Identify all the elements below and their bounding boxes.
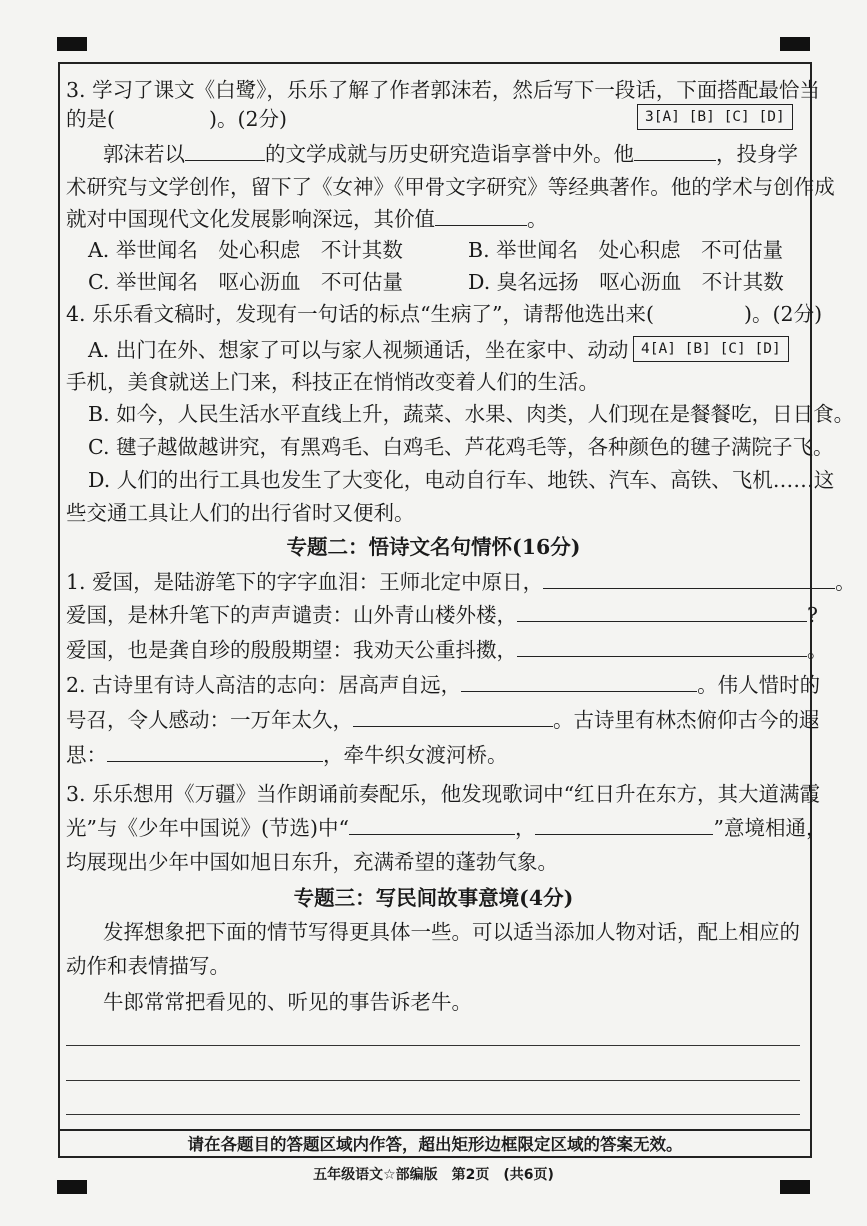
q3-answer-box[interactable]: 3[A] [B] [C] [D]: [637, 104, 793, 130]
s2-q3-blank-1[interactable]: [349, 816, 515, 835]
q4-option-a-line2: 手机，美食就送上门来，科技正在悄悄改变着人们的生活。: [66, 370, 599, 394]
q4-option-b[interactable]: B. 如今，人民生活水平直线上升，蔬菜、水果、肉类，人们现在是餐餐吃，日日食。: [88, 402, 855, 426]
answer-area-notice: 请在各题目的答题区域内作答，超出矩形边框限定区域的答案无效。: [58, 1129, 812, 1158]
s2-q1-line2: 爱国，是林升笔下的声声谴责：山外青山楼外楼， ?: [66, 603, 818, 627]
section2-title: 专题二：悟诗文名句情怀(16分): [286, 535, 581, 559]
s2-q2-blank-3[interactable]: [107, 743, 323, 762]
s2-q2-line2: 号召，令人感动：一万年太久， 。古诗里有林杰俯仰古今的遐: [66, 708, 820, 732]
q3-passage-line2: 术研究与文学创作，留下了《女神》《甲骨文字研究》等经典著作。他的学术与创作成: [66, 175, 835, 199]
q4-stem: 4. 乐乐看文稿时，发现有一句话的标点“生病了”，请帮他选出来( )。(2分): [66, 302, 823, 326]
s2-q3-blank-2[interactable]: [535, 816, 713, 835]
s2-q2-line1: 2. 古诗里有诗人高洁的志向：居高声自远， 。伟人惜时的: [66, 673, 821, 697]
s2-q2-blank-2[interactable]: [353, 708, 553, 727]
s2-q2-blank-1[interactable]: [461, 673, 697, 692]
q3-option-a[interactable]: A. 举世闻名 处心积虑 不计其数: [88, 238, 403, 262]
q3-stem-line2: 的是( )。(2分): [66, 107, 288, 131]
q4-option-c[interactable]: C. 毽子越做越讲究，有黑鸡毛、白鸡毛、芦花鸡毛等，各种颜色的毽子满院子飞。: [88, 435, 834, 459]
q4-option-a-line1[interactable]: A. 出门在外、想家了可以与家人视频通话，坐在家中、动动: [88, 338, 629, 362]
writing-line-2[interactable]: [66, 1080, 800, 1081]
q4-answer-box[interactable]: 4[A] [B] [C] [D]: [633, 336, 789, 362]
q3-option-d[interactable]: D. 臭名远扬 呕心沥血 不计其数: [468, 270, 784, 294]
s3-prompt-sentence: 牛郎常常把看见的、听见的事告诉老牛。: [103, 990, 472, 1014]
writing-line-3[interactable]: [66, 1114, 800, 1115]
registration-mark-top-left: [57, 37, 87, 51]
q3-passage-line1: 郭沫若以 的文学成就与历史研究造诣享誉中外。他 ，投身学: [103, 142, 798, 166]
q3-stem-line1: 3. 学习了课文《白鹭》，乐乐了解了作者郭沫若，然后写下一段话，下面搭配最恰当: [66, 78, 820, 102]
s2-q1-blank-3[interactable]: [517, 638, 807, 657]
s2-q2-line3: 思： ，牵牛织女渡河桥。: [66, 743, 508, 767]
s3-instruction-line1: 发挥想象把下面的情节写得更具体一些。可以适当添加人物对话，配上相应的: [103, 920, 800, 944]
q3-blank-3[interactable]: [435, 207, 527, 226]
writing-line-1[interactable]: [66, 1045, 800, 1046]
section3-title: 专题三：写民间故事意境(4分): [293, 886, 574, 910]
s2-q1-blank-2[interactable]: [517, 603, 807, 622]
q4-option-d-line1[interactable]: D. 人们的出行工具也发生了大变化，电动自行车、地铁、汽车、高铁、飞机……这: [88, 468, 835, 492]
s2-q1-line1: 1. 爱国，是陆游笔下的字字血泪：王师北定中原日， 。: [66, 570, 856, 594]
s2-q3-line2: 光”与《少年中国说》(节选)中“ ， ”意境相通，: [66, 816, 827, 840]
page-footer: 五年级语文☆部编版 第2页 (共6页): [313, 1167, 554, 1183]
q4-option-d-line2: 些交通工具让人们的出行省时又便利。: [66, 501, 415, 525]
q3-blank-1[interactable]: [185, 142, 265, 161]
q3-blank-2[interactable]: [634, 142, 716, 161]
s2-q3-line3: 均展现出少年中国如旭日东升，充满希望的蓬勃气象。: [66, 850, 558, 874]
q3-option-b[interactable]: B. 举世闻名 处心积虑 不可估量: [468, 238, 784, 262]
registration-mark-top-right: [780, 37, 810, 51]
s2-q3-line1: 3. 乐乐想用《万疆》当作朗诵前奏配乐，他发现歌词中“红日升在东方，其大道满霞: [66, 782, 821, 806]
s2-q1-line3: 爱国，也是龚自珍的殷殷期望：我劝天公重抖擞， 。: [66, 638, 828, 662]
s2-q1-blank-1[interactable]: [543, 570, 835, 589]
q3-passage-line3: 就对中国现代文化发展影响深远，其价值 。: [66, 207, 548, 231]
s3-instruction-line2: 动作和表情描写。: [66, 954, 230, 978]
q3-option-c[interactable]: C. 举世闻名 呕心沥血 不可估量: [88, 270, 403, 294]
